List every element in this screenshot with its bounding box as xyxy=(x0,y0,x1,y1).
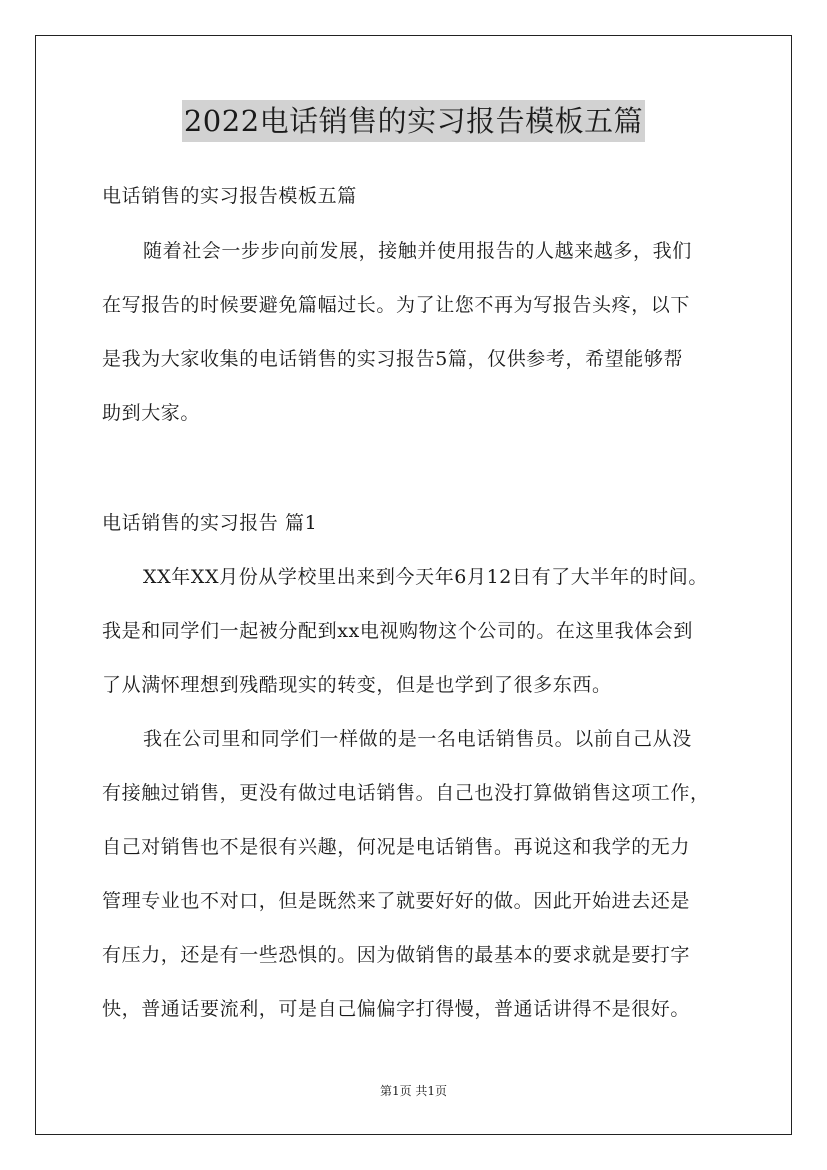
paragraph-line: 有压力，还是有一些恐惧的。因为做销售的最基本的要求就是要打字 xyxy=(102,944,691,966)
paragraph-line: XX年XX月份从学校里出来到今天年6月12日有了大半年的时间。 xyxy=(143,566,708,588)
document-subtitle: 电话销售的实习报告模板五篇 xyxy=(102,185,357,207)
paragraph-line: 有接触过销售，更没有做过电话销售。自己也没打算做销售这项工作， xyxy=(102,782,710,804)
page-footer: 第1页 共1页 xyxy=(379,1084,448,1098)
paragraph-line: 自己对销售也不是很有兴趣，何况是电话销售。再说这和我学的无力 xyxy=(102,836,691,858)
paragraph-line: 了从满怀理想到残酷现实的转变，但是也学到了很多东西。 xyxy=(102,674,612,696)
title-container xyxy=(0,100,827,142)
paragraph-line: 我在公司里和同学们一样做的是一名电话销售员。以前自己从没 xyxy=(143,728,692,750)
paragraph-line: 我是和同学们一起被分配到xx电视购物这个公司的。在这里我体会到 xyxy=(102,620,694,642)
intro-line: 在写报告的时候要避免篇幅过长。为了让您不再为写报告头疼，以下 xyxy=(102,294,691,316)
paragraph-line: 管理专业也不对口，但是既然来了就要好好的做。因此开始进去还是 xyxy=(102,890,691,912)
intro-line: 是我为大家收集的电话销售的实习报告5篇，仅供参考，希望能够帮 xyxy=(102,348,684,370)
paragraph-line: 快，普通话要流利，可是自己偏偏字打得慢，普通话讲得不是很好。 xyxy=(102,998,691,1020)
section-heading: 电话销售的实习报告 篇1 xyxy=(102,512,318,534)
intro-line: 助到大家。 xyxy=(102,402,201,424)
document-title: 2022电话销售的实习报告模板五篇 xyxy=(182,100,645,142)
intro-line: 随着社会一步步向前发展，接触并使用报告的人越来越多，我们 xyxy=(143,240,692,262)
